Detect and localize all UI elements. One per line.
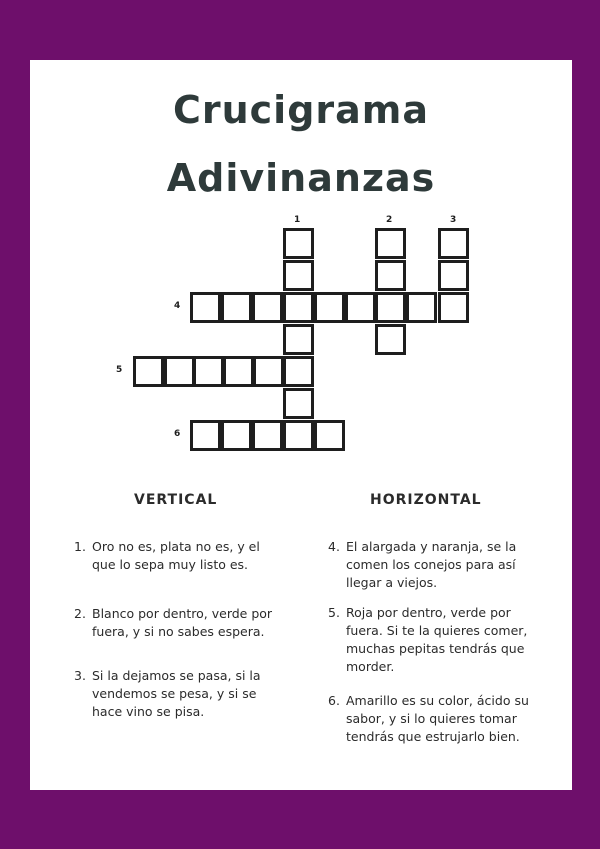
grid-cell[interactable] — [221, 420, 252, 451]
grid-cell[interactable] — [283, 228, 314, 259]
clue-number-1: 1 — [294, 215, 301, 225]
clue-text: Si la dejamos se pasa, si la vendemos se pesa, y si se hace vino se pisa. — [92, 668, 261, 719]
clue-text: Oro no es, plata no es, y el que lo sepa muy listo es. — [92, 539, 260, 572]
clue-number-3: 3 — [450, 215, 457, 225]
grid-cell[interactable] — [193, 356, 224, 387]
grid-cell[interactable] — [223, 356, 254, 387]
grid-cell[interactable] — [283, 420, 314, 451]
vertical-clue-2 — [74, 605, 294, 641]
grid-cell[interactable] — [314, 420, 345, 451]
vertical-heading: VERTICAL — [134, 492, 218, 508]
grid-cell[interactable] — [133, 356, 164, 387]
grid-cell[interactable] — [438, 260, 469, 291]
clue-number: 4. — [328, 539, 340, 554]
clue-text: El alargada y naranja, se la comen los conejos para así llegar a viejos. — [346, 539, 517, 590]
grid-cell[interactable] — [283, 324, 314, 355]
grid-cell[interactable] — [283, 388, 314, 419]
title-line-1: Crucigrama — [172, 88, 430, 132]
grid-cell[interactable] — [164, 356, 195, 387]
horizontal-clue-4 — [328, 538, 548, 592]
clue-number-6: 6 — [174, 429, 181, 439]
clue-number-5: 5 — [116, 365, 123, 375]
grid-cell[interactable] — [345, 292, 376, 323]
horizontal-clue-6 — [328, 692, 548, 746]
clue-number: 6. — [328, 693, 340, 708]
grid-cell[interactable] — [221, 292, 252, 323]
grid-cell[interactable] — [283, 260, 314, 291]
grid-cell[interactable] — [252, 292, 283, 323]
clue-text: Amarillo es su color, ácido su sabor, y si lo quieres tomar tendrás que estrujarlo bien. — [346, 693, 529, 744]
clue-number: 2. — [74, 606, 86, 621]
clue-text: Blanco por dentro, verde por fuera, y si no sabes espera. — [92, 606, 273, 639]
worksheet — [30, 60, 572, 790]
grid-cell[interactable] — [438, 228, 469, 259]
grid-cell[interactable] — [375, 260, 406, 291]
clue-text: Roja por dentro, verde por fuera. Si te la quieres comer, muchas pepitas tendrás que morder. — [346, 605, 528, 674]
grid-cell[interactable] — [375, 324, 406, 355]
clue-number: 1. — [74, 539, 86, 554]
grid-cell[interactable] — [190, 292, 221, 323]
clue-number: 3. — [74, 668, 86, 683]
clue-number-4: 4 — [174, 301, 181, 311]
horizontal-heading: HORIZONTAL — [370, 492, 482, 508]
title-line-2: Adivinanzas — [166, 156, 436, 200]
grid-cell[interactable] — [190, 420, 221, 451]
grid-cell[interactable] — [406, 292, 437, 323]
grid-cell[interactable] — [253, 356, 284, 387]
grid-cell[interactable] — [438, 292, 469, 323]
vertical-clue-3 — [74, 667, 294, 721]
grid-cell[interactable] — [283, 292, 314, 323]
grid-cell[interactable] — [252, 420, 283, 451]
grid-cell[interactable] — [314, 292, 345, 323]
grid-cell[interactable] — [283, 356, 314, 387]
clue-number-2: 2 — [386, 215, 393, 225]
vertical-clue-1 — [74, 538, 294, 574]
grid-cell[interactable] — [375, 292, 406, 323]
grid-cell[interactable] — [375, 228, 406, 259]
clue-number: 5. — [328, 605, 340, 620]
horizontal-clue-5 — [328, 604, 548, 676]
